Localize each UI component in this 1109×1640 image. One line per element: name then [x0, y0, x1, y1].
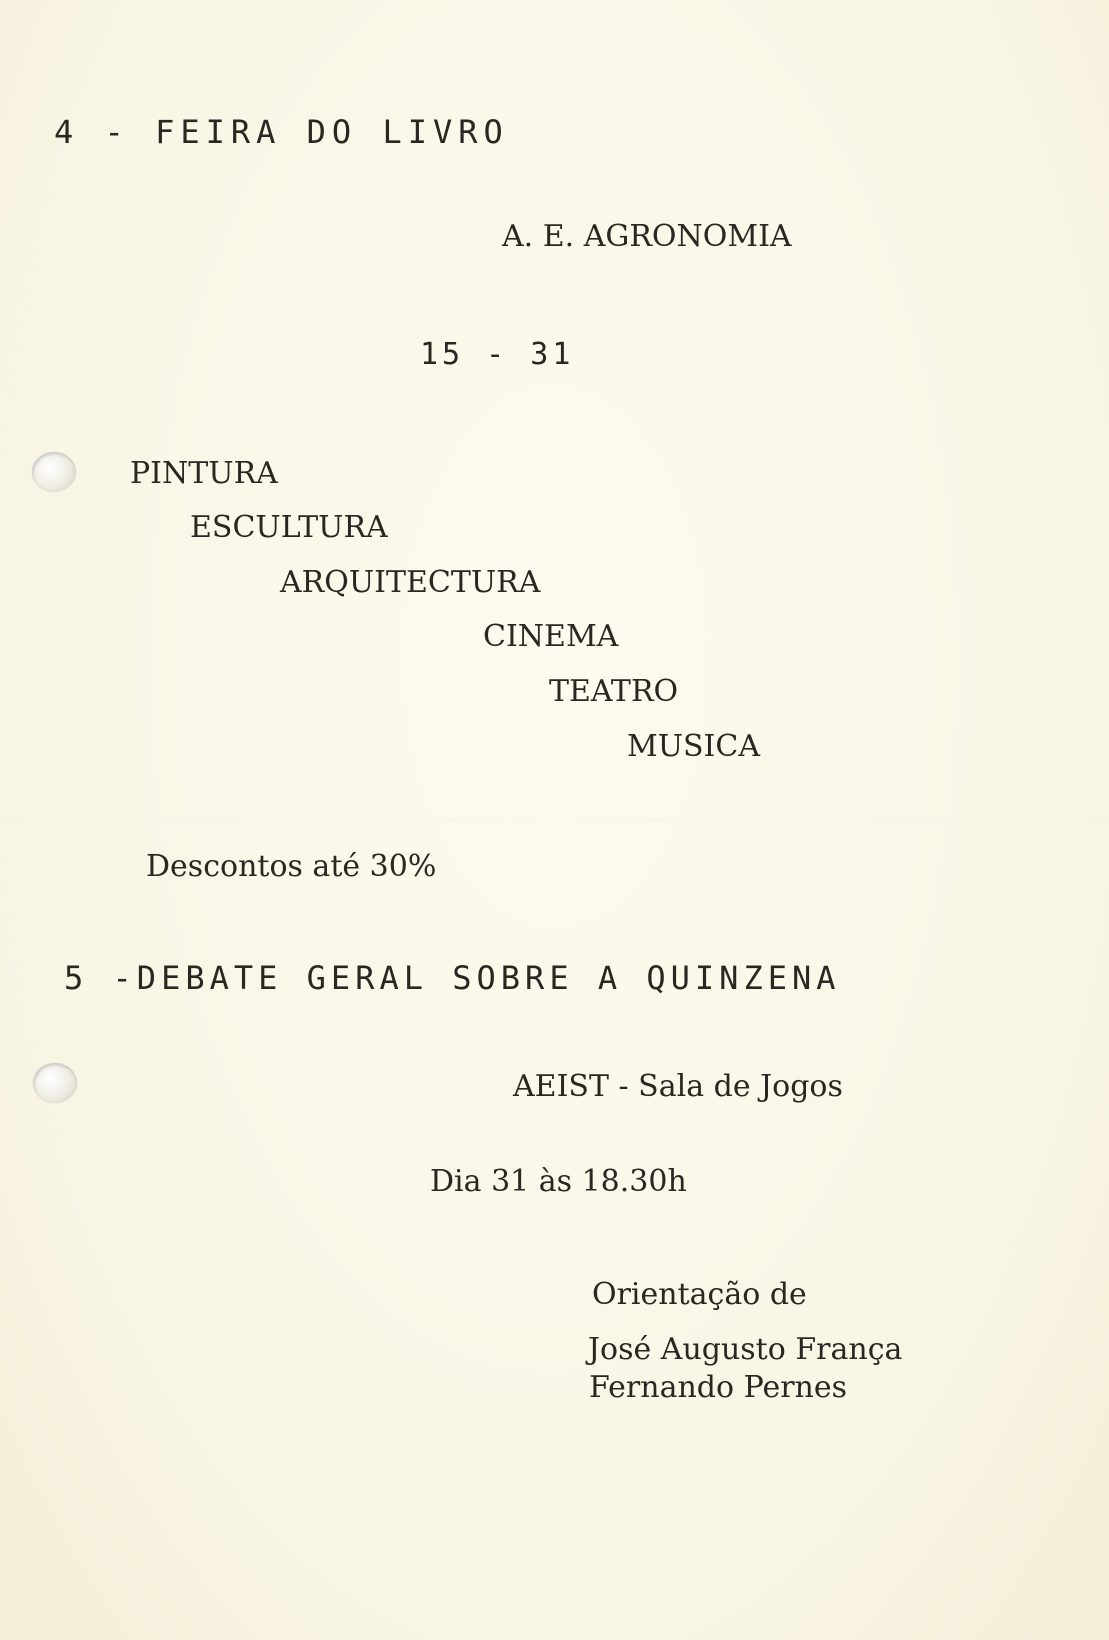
category-arquitectura: ARQUITECTURA	[280, 565, 541, 600]
section-4-dates: 15 - 31	[420, 337, 575, 372]
speaker-name: Fernando Pernes	[589, 1370, 848, 1405]
orientation-label: Orientação de	[592, 1277, 807, 1312]
section-5-venue: AEIST - Sala de Jogos	[513, 1069, 843, 1104]
section-4-heading: 4 - FEIRA DO LIVRO	[54, 113, 509, 151]
section-5-heading: 5 -DEBATE GERAL SOBRE A QUINZENA	[64, 959, 841, 997]
speaker-name: José Augusto França	[588, 1332, 903, 1367]
punch-hole-icon	[32, 452, 76, 492]
section-5-time: Dia 31 às 18.30h	[430, 1164, 687, 1199]
page-fold-line	[0, 820, 1109, 822]
punch-hole-icon	[33, 1063, 77, 1103]
category-pintura: PINTURA	[130, 456, 278, 491]
category-cinema: CINEMA	[483, 619, 619, 654]
section-4-venue: A. E. AGRONOMIA	[502, 219, 792, 254]
category-teatro: TEATRO	[549, 674, 679, 709]
category-escultura: ESCULTURA	[190, 510, 388, 545]
section-4-discount: Descontos até 30%	[146, 849, 437, 884]
category-musica: MUSICA	[627, 729, 761, 764]
